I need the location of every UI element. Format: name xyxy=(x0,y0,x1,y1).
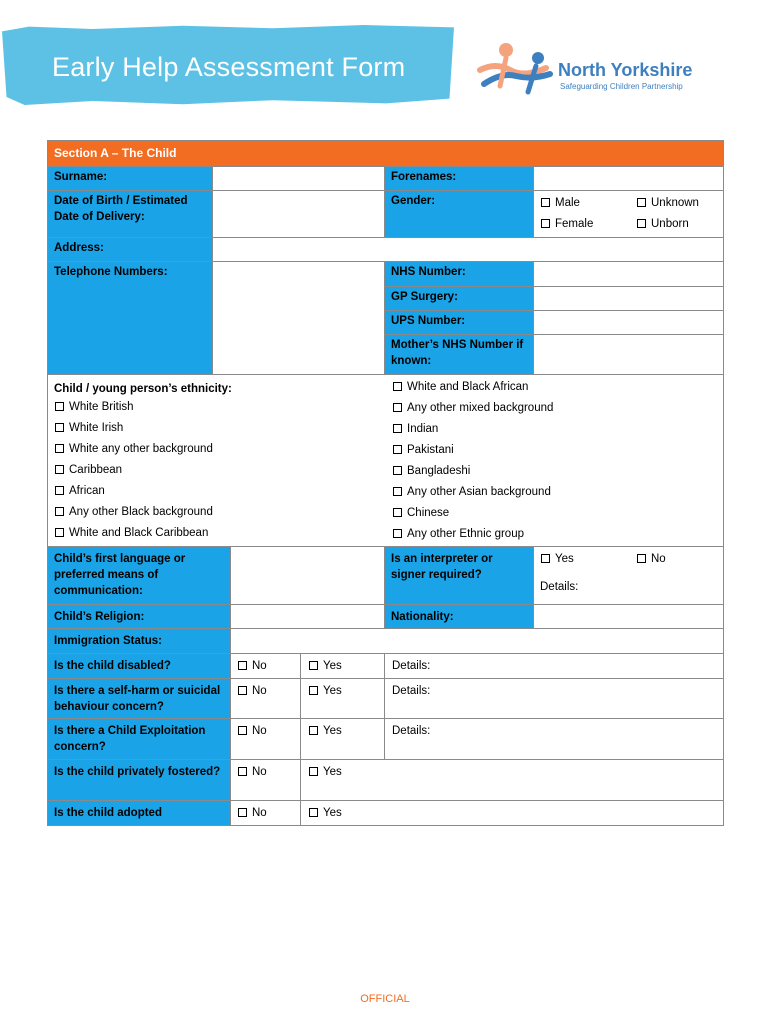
dob-label: Date of Birth / Estimated Date of Delivery: xyxy=(47,190,212,237)
gp-label: GP Surgery: xyxy=(384,286,533,310)
disabled-label: Is the child disabled? xyxy=(47,653,230,678)
forenames-input[interactable] xyxy=(533,166,723,190)
ethnicity-label: Child / young person’s ethnicity: xyxy=(54,383,232,395)
logo-name: North Yorkshire xyxy=(558,60,693,80)
mothers-nhs-input[interactable] xyxy=(533,334,723,374)
adopted-yes-option[interactable]: Yes xyxy=(309,805,342,821)
checkbox-icon xyxy=(55,528,64,537)
figures-logo-icon xyxy=(476,40,556,100)
exploitation-no-option[interactable]: No xyxy=(238,723,267,739)
ethnicity-option[interactable]: Any other Asian background xyxy=(393,484,551,500)
adopted-label: Is the child adopted xyxy=(47,800,230,825)
ethnicity-option[interactable]: Any other mixed background xyxy=(393,400,553,416)
ethnicity-option[interactable]: Caribbean xyxy=(55,462,122,478)
checkbox-icon xyxy=(393,445,402,454)
privately-yes-option[interactable]: Yes xyxy=(309,764,342,780)
surname-input[interactable] xyxy=(212,166,384,190)
immigration-input[interactable] xyxy=(230,628,723,653)
checkbox-icon xyxy=(55,507,64,516)
ethnicity-option[interactable]: Pakistani xyxy=(393,442,454,458)
exploitation-label: Is there a Child Exploitation concern? xyxy=(47,718,230,759)
checkbox-icon xyxy=(393,403,402,412)
gender-unknown-option[interactable]: Unknown xyxy=(637,195,699,211)
gender-unborn-option[interactable]: Unborn xyxy=(637,216,689,232)
interpreter-details-label: Details: xyxy=(540,581,579,593)
checkbox-icon xyxy=(309,808,318,817)
religion-label: Child’s Religion: xyxy=(47,604,230,628)
gp-input[interactable] xyxy=(533,286,723,310)
ethnicity-option[interactable]: African xyxy=(55,483,105,499)
privately-no-option[interactable]: No xyxy=(238,764,267,780)
checkbox-icon xyxy=(238,726,247,735)
surname-label: Surname: xyxy=(47,166,212,190)
disabled-yes-option[interactable]: Yes xyxy=(309,658,342,674)
north-yorkshire-logo xyxy=(476,40,726,100)
section-title: Section A – The Child xyxy=(47,140,723,166)
dob-input[interactable] xyxy=(212,190,384,237)
exploitation-details-label: Details: xyxy=(392,725,431,737)
ethnicity-option[interactable]: Chinese xyxy=(393,505,449,521)
checkbox-icon xyxy=(309,767,318,776)
mothers-nhs-label: Mother’s NHS Number if known: xyxy=(384,334,533,374)
checkbox-icon xyxy=(541,554,550,563)
nhs-label: NHS Number: xyxy=(384,261,533,286)
exploitation-yes-option[interactable]: Yes xyxy=(309,723,342,739)
ethnicity-option[interactable]: Any other Black background xyxy=(55,504,213,520)
selfharm-no-option[interactable]: No xyxy=(238,683,267,699)
interpreter-yes-option[interactable]: Yes xyxy=(541,551,574,567)
interpreter-no-option[interactable]: No xyxy=(637,551,666,567)
ethnicity-option[interactable]: White Irish xyxy=(55,420,123,436)
immigration-label: Immigration Status: xyxy=(47,628,230,653)
ethnicity-option[interactable]: Bangladeshi xyxy=(393,463,470,479)
ethnicity-option[interactable]: White any other background xyxy=(55,441,213,457)
forenames-label: Forenames: xyxy=(384,166,533,190)
telephone-label: Telephone Numbers: xyxy=(47,261,212,374)
language-input[interactable] xyxy=(230,546,384,604)
disabled-details-label: Details: xyxy=(392,660,431,672)
checkbox-icon xyxy=(393,529,402,538)
adopted-no-option[interactable]: No xyxy=(238,805,267,821)
gender-label: Gender: xyxy=(384,190,533,237)
checkbox-icon xyxy=(55,486,64,495)
religion-input[interactable] xyxy=(230,604,384,628)
checkbox-icon xyxy=(309,726,318,735)
checkbox-icon xyxy=(238,808,247,817)
privately-fostered-label: Is the child privately fostered? xyxy=(47,759,230,800)
checkbox-icon xyxy=(393,466,402,475)
nationality-label: Nationality: xyxy=(384,604,533,628)
ethnicity-option[interactable]: White and Black Caribbean xyxy=(55,525,208,541)
checkbox-icon xyxy=(55,402,64,411)
selfharm-details-label: Details: xyxy=(392,685,431,697)
nhs-input[interactable] xyxy=(533,261,723,286)
checkbox-icon xyxy=(309,686,318,695)
footer-classification: OFFICIAL xyxy=(360,993,410,1005)
interpreter-label: Is an interpreter or signer required? xyxy=(384,546,533,604)
checkbox-icon xyxy=(309,661,318,670)
checkbox-icon xyxy=(393,382,402,391)
checkbox-icon xyxy=(55,465,64,474)
checkbox-icon xyxy=(238,767,247,776)
telephone-input[interactable] xyxy=(212,261,384,374)
ethnicity-option[interactable]: White British xyxy=(55,399,134,415)
selfharm-label: Is there a self-harm or suicidal behaviour concern? xyxy=(47,678,230,718)
gender-female-option[interactable]: Female xyxy=(541,216,593,232)
ups-label: UPS Number: xyxy=(384,310,533,334)
ups-input[interactable] xyxy=(533,310,723,334)
selfharm-yes-option[interactable]: Yes xyxy=(309,683,342,699)
checkbox-icon xyxy=(238,686,247,695)
gender-male-option[interactable]: Male xyxy=(541,195,580,211)
language-label: Child’s first language or preferred means of communication: xyxy=(47,546,230,604)
checkbox-icon xyxy=(637,219,646,228)
ethnicity-option[interactable]: Any other Ethnic group xyxy=(393,526,524,542)
ethnicity-option[interactable]: White and Black African xyxy=(393,379,528,395)
address-input[interactable] xyxy=(212,237,723,261)
checkbox-icon xyxy=(393,508,402,517)
checkbox-icon xyxy=(393,424,402,433)
page-title: Early Help Assessment Form xyxy=(52,52,406,82)
checkbox-icon xyxy=(55,444,64,453)
checkbox-icon xyxy=(238,661,247,670)
checkbox-icon xyxy=(541,219,550,228)
ethnicity-option[interactable]: Indian xyxy=(393,421,438,437)
checkbox-icon xyxy=(637,198,646,207)
logo-subtitle: Safeguarding Children Partnership xyxy=(560,82,683,91)
checkbox-icon xyxy=(637,554,646,563)
disabled-no-option[interactable]: No xyxy=(238,658,267,674)
checkbox-icon xyxy=(55,423,64,432)
nationality-input[interactable] xyxy=(533,604,723,628)
checkbox-icon xyxy=(393,487,402,496)
address-label: Address: xyxy=(47,237,212,261)
checkbox-icon xyxy=(541,198,550,207)
